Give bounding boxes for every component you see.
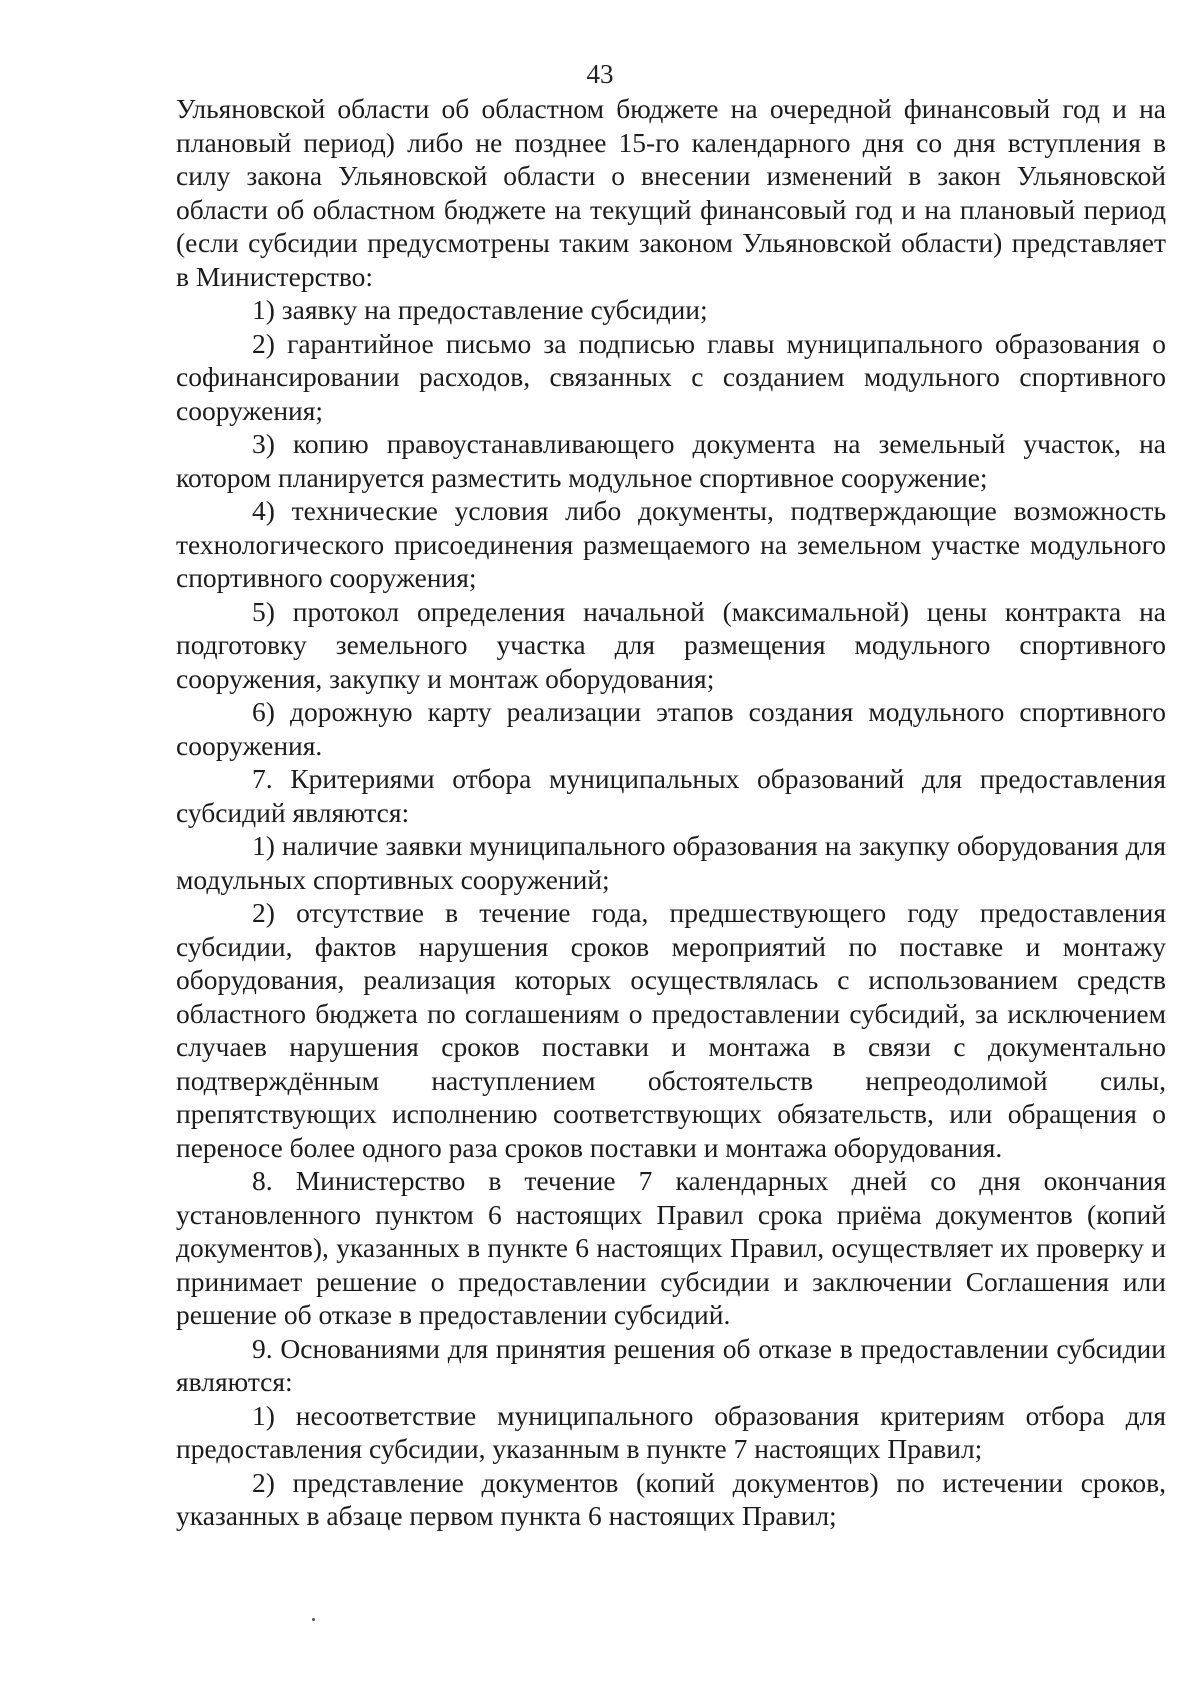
refusal-ground-late-submission: 2) представление документов (копий документов) по истечении сроков, указанных в абзаце первом пункта 6 настоящих Правил;	[176, 1466, 1166, 1531]
section-9-refusal-grounds: 9. Основаниями для принятия решения об отказе в предоставлении субсидии являются:	[176, 1332, 1166, 1397]
list-item-technical-conditions: 4) технические условия либо документы, подтверждающие возможность технологического присоединения размещаемого на земельном участке модульного спортивного сооружения;	[176, 495, 1166, 593]
criterion-application: 1) наличие заявки муниципального образования на закупку оборудования для модульных спортивных сооружений;	[176, 830, 1166, 895]
page-number: 43	[586, 59, 614, 89]
document-body	[176, 92, 1166, 1533]
list-item-roadmap: 6) дорожную карту реализации этапов создания модульного спортивного сооружения.	[176, 696, 1166, 761]
list-item-price-protocol: 5) протокол определения начальной (максимальной) цены контракта на подготовку земельного участка для размещения модульного спортивного сооружения, закупку и монтаж оборудования;	[176, 595, 1166, 694]
scan-speck	[312, 1618, 315, 1621]
list-item-application: 1) заявку на предоставление субсидии;	[252, 294, 708, 325]
list-item-guarantee-letter: 2) гарантийное письмо за подписью главы муниципального образования о софинансировании расходов, связанных с созданием модульного спортивного сооружения;	[176, 327, 1166, 426]
list-item-land-title-copy: 3) копию правоустанавливающего документа на земельный участок, на котором планируется разместить модульное спортивное сооружение;	[176, 428, 1166, 493]
section-7-criteria: 7. Критериями отбора муниципальных образований для предоставления субсидий являются:	[176, 763, 1166, 828]
section-8-review: 8. Министерство в течение 7 календарных дней со дня окончания установленного пунктом 6 настоящих Правил срока приёма документов (копий документов), указанных в пункте 6 настоящих Правил, осуществляет их проверку и принимает решение о предоставлении субсидии и заключении Соглашения или решение об отказе в предоставлении субсидий.	[176, 1165, 1166, 1330]
refusal-ground-criteria-mismatch: 1) несоответствие муниципального образования критериям отбора для предоставления субсидии, указанным в пункте 7 настоящих Правил;	[176, 1399, 1166, 1464]
criterion-no-violations: 2) отсутствие в течение года, предшествующего году предоставления субсидии, фактов нарушения сроков мероприятий по поставке и монтажу оборудования, реализация которых осуществлялась с использованием средств областного бюджета по соглашениям о предоставлении субсидий, за исключением случаев нарушения сроков поставки и монтажа в связи с документально подтверждённым наступлением обстоятельств непреодолимой силы, препятствующих исполнению соответствующих обязательств, или обращения о переносе более одного раза сроков поставки и монтажа оборудования.	[176, 897, 1166, 1163]
paragraph-continuation: Ульяновской области об областном бюджете на очередной финансовый год и на плановый период) либо не позднее 15-го календарного дня со дня вступления в силу закона Ульяновской области о внесении изменений в закон Ульяновской области об областном бюджете на текущий финансовый год и на плановый период (если субсидии предусмотрены таким законом Ульяновской области) представляет в Министерство:	[176, 93, 1166, 292]
